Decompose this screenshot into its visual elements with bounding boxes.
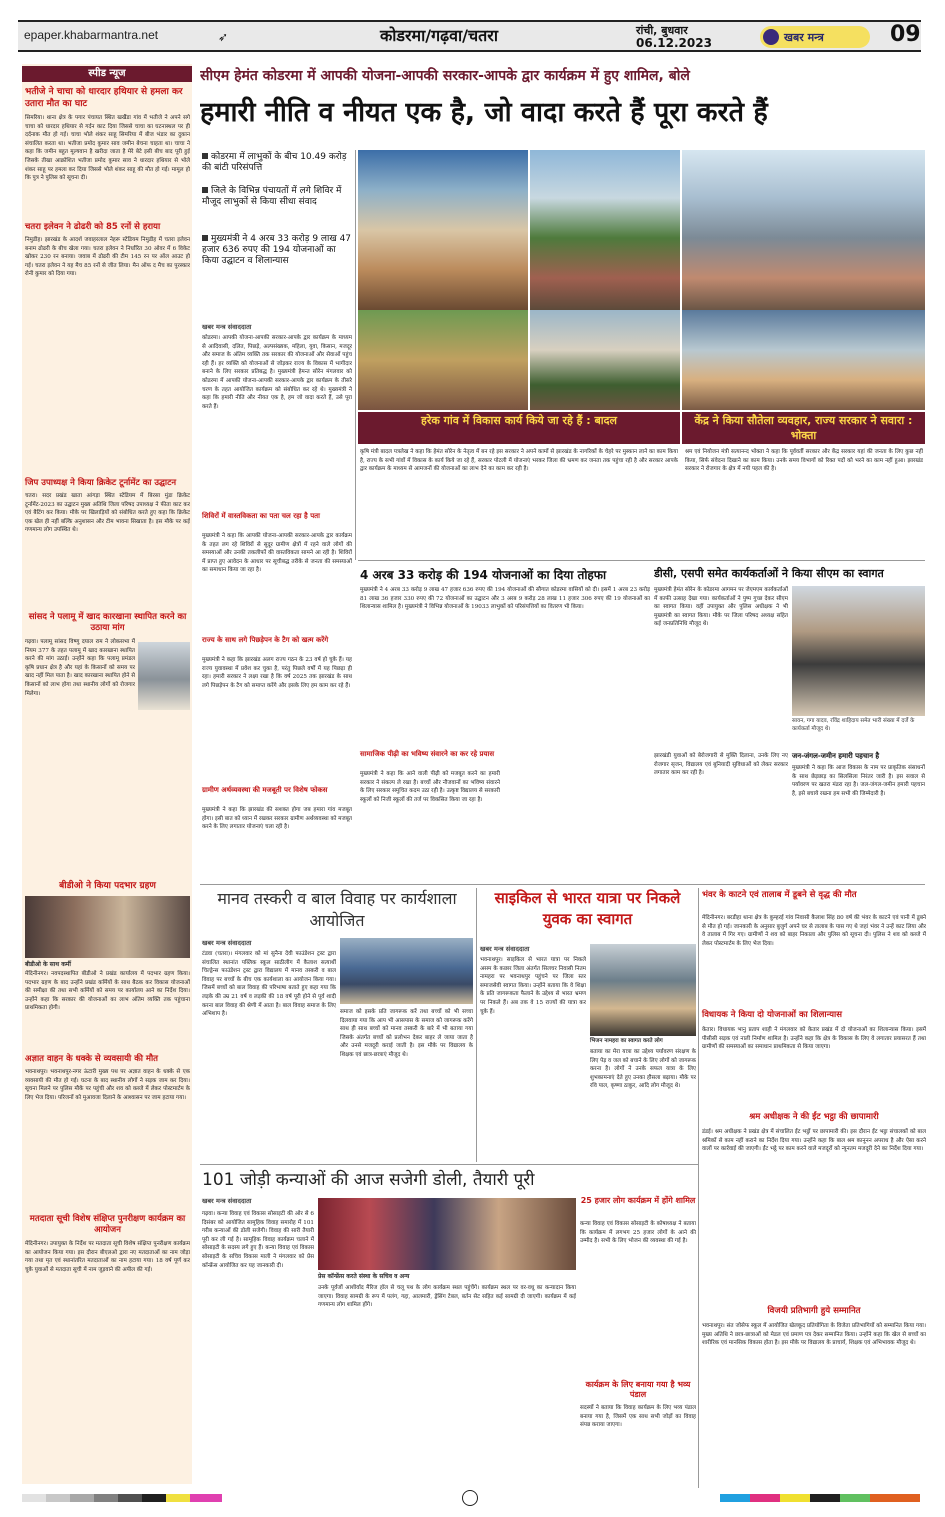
wedding-side-headline: 25 हजार लोग कार्यक्रम में होंगे शामिल	[580, 1196, 696, 1205]
sec4arab-subhead: सामाजिक पीढ़ी का भविष्य संवारने का कर रहे प्रयास	[360, 750, 495, 758]
speed-news-body: गढ़वा। पलामू सांसद विष्णु दयाल राम ने लोकसभा में नियम 377 के तहत पलामू में खाद कारखाना स्थापित करने की मांग उठाई। उन्होंने कहा कि पलामू प्रमंडल कृषि प्रधान क्षेत्र है और यहां के किसानों को समय पर खाद नहीं मिल पाता है। खाद कारखाना स्थापित होने से किसानों को लाभ होगा तथा स्थानीय लोगों को रोजगार मिलेगा।	[25, 639, 135, 697]
wedding-side-body: सदस्यों ने बताया कि विवाह कार्यक्रम के लिए भव्य पंडाल बनाया गया है, जिसमें एक साथ सभी जोड़ों का विवाह संपन्न कराया जाएगा।	[580, 1405, 696, 1429]
wedding-article-body: गढ़वा। कन्या विवाह एवं विकास सोसाइटी की ओर से 6 दिसंबर को आयोजित सामूहिक विवाह समारोह में 101 गरीब कन्याओं की डोली सजेगी। विवाह की सारी तैयारी पूरी कर ली गई है। सामूहिक विवाह कार्यक्रम चलाने में सोसाइटी के सदस्य लगे हुए हैं। कन्या विवाह एवं विकास सोसाइटी के सचिव विकास माली ने मंगलवार को प्रेस कॉन्फ्रेंस आयोजित कर यह जानकारी दी।	[202, 1211, 314, 1269]
cycle-article-body: भवनाथपुर। साइकिल से भारत यात्रा पर निकले असम के कछार जिला अंतर्गत सिलचर निवासी नितम नामहरा पर भवनाथपुर पहुंचने पर जिला स्तर समाजसेवी स्वागत किया। उन्होंने बताया कि वे शिक्षा के प्रति जागरूकता फैलाने के उद्देश्य से भारत भ्रमण पर निकले हैं। अब तक वे 15 राज्यों की यात्रा कर चुके हैं।	[480, 957, 586, 1015]
speed-news-headline: चतरा इलेवन ने ढोढरी को 85 रनों से हराया	[25, 222, 161, 232]
section-rule	[200, 1164, 698, 1165]
dc-body: मुख्यमंत्री हेमंत सोरेन के कोडरमा आगमन पर जेएमएम कार्यकर्ताओं में काफी उत्साह देखा गया। कार्यकर्ताओं ने पुष्प गुच्छ देकर सीएम का स्वागत किया। वहीं उपायुक्त और पुलिस अधीक्षक ने भी मुख्यमंत्री का स्वागत किया। मौके पर जिला परिषद अध्यक्ष सहित कई जनप्रतिनिधि मौजूद थे।	[654, 587, 788, 628]
crowd-photo	[530, 150, 680, 310]
child-dateline: खबर मन्त्र संवाददाता	[202, 939, 252, 947]
bdo-photo	[25, 896, 190, 958]
dc-body: झारखंडी युवाओं को बेरोजगारी से मुक्ति दिलाना, उनके लिए नए रोजगार सृजन, विद्यालय एवं बुनियादी सुविधाओं को लेकर सरकार लगातार काम कर रही है।	[654, 753, 788, 777]
school-assembly-photo	[340, 938, 473, 1004]
bullet-point	[202, 234, 352, 267]
bullet-text: जिले के विभिन्न पंचायतों में लगे शिविर में मौजूद लाभुकों से किया सीधा संवाद	[202, 186, 342, 207]
section-rule	[200, 884, 925, 885]
mp-portrait	[138, 642, 190, 710]
child-article-headline: मानव तस्करी व बाल विवाह पर कार्यशाला आयोजित	[217, 889, 457, 930]
column-divider	[476, 888, 477, 1162]
speed-news-headline: भतीजे ने चाचा को धारदार हथियार से हमला कर उतारा मौत का घाट	[25, 87, 183, 109]
brand-logo	[760, 26, 870, 48]
speed-news-body: भवनाथपुर। भवनाथपुर-नगर ऊंटारी मुख्य पथ पर अज्ञात वाहन के धक्के से एक व्यवसायी की मौत हो गई। घटना के बाद स्थानीय लोगों ने सड़क जाम कर दिया। सूचना मिलने पर पुलिस मौके पर पहुंची और शव को कब्जे में लेकर पोस्टमार्टम के लिए भेज दिया। परिजनों को मुआवजा दिलाने के आश्वासन पर जाम हटाया गया।	[25, 1069, 190, 1101]
main-article-body: मुख्यमंत्री ने कहा कि झारखंड अलग राज्य गठन के 23 वर्ष हो चुके हैं। यह राज्य युवावस्था में प्रवेश कर चुका है, परंतु पिछले वर्षों में यह पिछड़ा ही रहा। हमारी सरकार ने लक्ष्य रखा है कि वर्ष 2025 तक झारखंड के साथ लगे पिछड़ेपन के टैग को समाप्त करेंगे और इसके लिए हम काम कर रहे हैं।	[202, 657, 352, 689]
cursor-icon: ➶	[218, 30, 229, 44]
section-headline-4arab: 4 अरब 33 करोड़ की 194 योजनाओं का दिया तोहफा	[360, 568, 607, 582]
section-headline-dc: डीसी, एसपी समेत कार्यकर्ताओं ने किया सीएम का स्वागत	[654, 567, 884, 580]
wedding-dateline: खबर मन्त्र संवाददाता	[202, 1197, 252, 1205]
press-conference-photo	[318, 1198, 576, 1270]
column-divider	[698, 888, 699, 1488]
dc-side-body: मुख्यमंत्री ने कहा कि आज विकास के नाम पर प्राकृतिक संसाधनों के साथ छेड़छाड़ का सिलसिला निरंतर जारी है। इस सवाल से पर्यावरण पर खतरा मंडरा रहा है। जल-जंगल-जमीन हमारी पहचान है, इसे बचाये रखना हम सभी की जिम्मेदारी है।	[792, 765, 925, 797]
page-number: 09	[890, 22, 921, 47]
main-article-body: मुख्यमंत्री ने कहा कि झारखंड की सशक्त होगा जब हमारा गांव मजबूत होगा। इसी बात को ध्यान में रखकर सरकार ग्रामीण अर्थव्यवस्था को मजबूत करने के लिए लगातार योजनाएं चला रही है।	[202, 807, 352, 831]
cycle-article-headline: साइकिल से भारत यात्रा पर निकले युवक का स्वागत	[494, 889, 681, 928]
main-headline: हमारी नीति व नीयत एक है, जो वादा करते हैं पूरा करते हैं	[200, 97, 768, 128]
main-subhead: शिविरों में वास्तविकता का पता चल रहा है पता	[202, 512, 320, 520]
speed-news-body: मेदिनीनगर। उपायुक्त के निर्देश पर मतदाता सूची विशेष संक्षिप्त पुनरीक्षण कार्यक्रम का आयोजन किया गया। इस दौरान बीएलओ द्वारा नए मतदाताओं का नाम जोड़ा गया तथा मृत एवं स्थानांतरित मतदाताओं का नाम हटाया गया। 18 वर्ष पूर्ण कर चुके युवाओं से मतदाता सूची में नाम जुड़वाने की अपील की गई।	[25, 1241, 190, 1273]
minister-photo	[682, 310, 925, 410]
speed-news-body: निमुडीह। झारखंड के आदर्श जवाहरलाल नेहरू स्टेडियम निमुडीह में चतरा इलेवन बनाम ढोढरी के बीच खेला गया। चतरा इलेवन ने निर्धारित 30 ओवर में 6 विकेट खोकर 230 रन बनाया। जवाब में ढोढरी की टीम 145 रन पर ऑल आउट हो गई। चतरा इलेवन ने यह मैच 85 रनों से जीत लिया। मैन ऑफ द मैच का पुरस्कार रोनी कुमार को दिया गया।	[25, 237, 190, 278]
speed-news-body: चतरा। सदर प्रखंड खाता आंगड़ा स्थित स्टेडियम में बिरसा मुंडा क्रिकेट टूर्नामेंट-2023 का उद्घाटन मुख्य अतिथि जिला परिषद उपाध्यक्ष ने फीता काट कर एवं बैटिंग कर किया। मौके पर खिलाड़ियों को संबोधित करते हुए कहा कि क्रिकेट एक खेल ही नहीं बल्कि अनुशासन और टीम भावना सिखाता है। इस मौके पर कई गणमान्य लोग उपस्थित थे।	[25, 493, 190, 534]
main-article-body: मुख्यमंत्री ने कहा कि आपकी योजना-आपकी सरकार-आपके द्वार कार्यक्रम के तहत लग रहे शिविरों से सुदूर ग्रामीण क्षेत्रों में रहने वाले लोगों की समस्याओं और उनकी तकलीफों की वास्तविकता सामने आ रही है। शिविरों में प्राप्त हुए आवेदन के आधार पर सूचीबद्ध तरीके से जनता की समस्याओं का समाधान किया जा रहा है।	[202, 533, 352, 574]
speed-news-headline: सांसद ने पलामू में खाद कारखाना स्थापित करने का उठाया मांग	[28, 612, 187, 633]
main-subhead: ग्रामीण अर्थव्यवस्था की मजबूती पर विशेष फोकस	[202, 786, 328, 794]
sec4arab-body: मुख्यमंत्री ने 4 अरब 33 करोड़ 9 लाख 47 हजार 636 रुपए की 194 योजनाओं की सौगात कोडरमा वासियों को दी। इसमें 1 अरब 23 करोड़ 81 लाख 36 हजार 330 रुपए की 72 योजनाओं का उद्घाटन और 3 अरब 9 करोड़ 28 लाख 11 हजार 306 रुपए की 19 योजनाओं का शिलान्यास शामिल है। मुख्यमंत्री ने विभिन्न योजनाओं के 19033 लाभुकों को परिसंपत्तियों का वितरण भी किया।	[360, 587, 650, 611]
wedding-article-headline: 101 जोड़ी कन्याओं की आज सजेगी डोली, तैयारी पूरी	[202, 1170, 535, 1190]
cycle-dateline: खबर मन्त्र संवाददाता	[480, 945, 530, 953]
dc-side-head: जन-जंगल-जमीन हमारी पहचान है	[792, 752, 880, 760]
speed-news-headline: मतदाता सूची विशेष संक्षिप्त पुनरीक्षण कार्यक्रम का आयोजन	[29, 1214, 186, 1235]
right-body: डंडई। श्रम अधीक्षक ने प्रखंड क्षेत्र में संचालित ईंट भट्ठों पर छापामारी की। इस दौरान ईंट भट्ठा संचालकों को बाल श्रमिकों से काम नहीं कराने का निर्देश दिया गया। उन्होंने कहा कि बाल श्रम कानूनन अपराध है और ऐसा करने वालों पर कार्रवाई की जाएगी। ईंट भट्ठे पर काम करने वाले मजदूरों को न्यूनतम मजदूरी देने का निर्देश दिया गया।	[702, 1129, 926, 1153]
bullet-square-icon	[202, 153, 208, 159]
bullet-text: मुख्यमंत्री ने 4 अरब 33 करोड़ 9 लाख 47 हजार 636 रुपए की 194 योजनाओं का किया उद्घाटन व शिलान्यास	[202, 234, 352, 266]
right-body: केतार। विधायक भानु प्रताप शाही ने मंगलवार को केतार प्रखंड में दो योजनाओं का शिलान्यास किया। इसमें पीसीसी सड़क एवं नाली निर्माण शामिल है। उन्होंने कहा कि क्षेत्र के विकास के लिए वे लगातार प्रयासरत हैं तथा ग्रामीणों की समस्याओं का समाधान प्राथमिकता से किया जाएगा।	[702, 1027, 926, 1051]
cm-welcome-caption: सावन, गगा यादव, रविंद्र शाहिदाय समेत भारी संख्या में दर्जे के कार्यकर्ता मौजूद थे।	[792, 718, 915, 732]
right-body: भवनाथपुर। संत जोसेफ स्कूल में आयोजित खेलकूद प्रतियोगिता के विजेता प्रतिभागियों को सम्मानित किया गया। मुख्य अतिथि ने छात्र-छात्राओं को मेडल एवं प्रमाण पत्र देकर सम्मानित किया। उन्होंने कहा कि खेल से बच्चों का शारीरिक एवं मानसिक विकास होता है। इस मौके पर विद्यालय के प्राचार्य, शिक्षक एवं अभिभावक मौजूद थे।	[702, 1323, 926, 1347]
print-color-strip-left	[22, 1494, 222, 1502]
right-headline: विधायक ने किया दो योजनाओं का शिलान्यास	[702, 1010, 842, 1020]
speed-news-headline: बीडीओ ने किया पदभार ग्रहण	[59, 881, 156, 891]
section-rule	[358, 560, 925, 561]
brand-name: खबर मन्त्र	[784, 31, 824, 44]
cm-welcome-photo	[792, 586, 925, 716]
speed-news-headline: अज्ञात वाहन के धक्के से व्यवसायी की मौत	[25, 1054, 159, 1064]
top-bar	[0, 0, 945, 58]
print-registration-mark-icon	[462, 1490, 478, 1506]
cycle-article-body: बताया का मेरा यात्रा का उद्देश्य पर्यावरण संरक्षण के लिए पेड़ व जल को बचाने के लिए लोगों को जागरूक करना है। लोगों ने उनके सफल यात्रा के लिए शुभकामनाएं देते हुए उनका हौसला बढ़ाया। मौके पर रवि पाल, कृष्णा ठाकुर, आदि लोग मौजूद थे।	[590, 1049, 696, 1090]
print-color-strip-right	[720, 1494, 920, 1502]
child-article-body: टंडवा (चतरा)। मंगलवार को मां सुनैना देवी फाउंडेशन ट्रस्ट द्वारा संचालित स्थानांत पब्लिक स्कूल साठीलीग में कैलाश सत्यार्थी चिल्ड्रेन्स फाउंडेशन ट्रस्ट द्वारा विद्यालय में मानव तस्करी व बाल विवाह पर बच्चों के बीच एक कार्यशाला का आयोजन किया गया। जिसमें बच्चों को बाल विवाह की परिभाषा बताते हुए कहा गया कि लड़के की उम्र 21 वर्ष व लड़की की 18 वर्ष पूरी होने से पूर्व शादी करना बाल विवाह की श्रेणी में आता है। बाल विवाह समाज के लिए अभिशाप है।	[202, 951, 336, 1018]
main-dateline: खबर मन्त्र संवाददाता	[202, 323, 252, 331]
wedding-side-headline: कार्यक्रम के लिए बनाया गया है भव्य पंडाल	[585, 1380, 691, 1399]
bullet-text: कोडरमा में लाभुकों के बीच 10.49 करोड़ की बांटी परिसंपत्ति	[202, 152, 347, 173]
speed-news-label: स्पीड न्यूज	[22, 66, 192, 82]
right-headline: श्रम अधीक्षक ने की ईंट भट्ठा की छापामारी	[749, 1112, 879, 1122]
cm-portrait-photo	[530, 310, 680, 410]
right-headline: विजयी प्रतिभागी हुये सम्मानित	[767, 1306, 861, 1316]
main-subhead: राज्य के साथ लगे पिछड़ेपन के टैग को खत्म करेंगे	[202, 636, 329, 644]
bhokta-article-body: श्रम एवं नियोजन मंत्री सत्यानन्द भोक्ता ने कहा कि पूर्ववर्ती सरकार और केंद्र सरकार यहां की जनता के लिए कुछ नहीं किया, सिर्फ संवेदना दिखाने का काम किया। उनके समय विभागों को रिक्त पदों को भरने का काम नहीं हुआ। झारखंड सरकार ने रोजगार के क्षेत्र में नयी पहल की है।	[685, 449, 923, 473]
cm-stage-photo	[358, 150, 528, 310]
press-photo-caption: प्रेस कॉन्फ्रेंस करते संस्था के सचिव व अन्य	[318, 1273, 410, 1280]
badal-article-body: कृषि मंत्री बादल पत्रलेख ने कहा कि हेमंत सोरेन के नेतृत्व में बन रहे इस सरकार ने अपने कामों से झारखंड के नागरिकों के चेहरे पर मुस्कान लाने का काम किया है, राज्य के सभी गांवों में विकास के कार्य किये जा रहे हैं, सरकार पोटली में योजनाएं भरकर जिला की भ्रमण कर जनता तक पहुंचा रही है और सरकार आपके द्वार कार्यक्रम के माध्यम से आमजनों की योजनाओं का लाभ देने का काम कर रही है।	[360, 449, 678, 473]
right-body: मेदिनीनगर। बरडीहा थाना क्षेत्र के कुम्हरई गांव निवासी कैलाश सिंह 80 वर्ष की भंवर के काटने एवं पानी में डूबने से मौत हो गई। जानकारी के अनुसार बुजुर्ग अपने घर से तालाब के पास गए थे जहां भंवर ने उन्हें काट लिया और वे तालाब में गिर गए। ग्रामीणों ने शव को बाहर निकाला और पुलिस को सूचना दी। पुलिस ने शव को कब्जे में लेकर पोस्टमार्टम के लिए भेज दिया।	[702, 915, 926, 947]
child-article-body: समाज को इसके प्रति जागरूक करें तथा बच्चों को भी सच्चा दिलवाया गया कि आप भी आसपास के समाज को जागरूक करेंगे साथ ही साथ बच्चों को मानव तस्करी के बारे में भी बताया गया जिसके अंतर्गत बच्चों को प्रलोभन देकर बाहर ले जाया जाता है और उनसे मजदूरी कराई जाती है। इस मौके पर विद्यालय के शिक्षक एवं छात्र-छात्राएं मौजूद थे।	[340, 1009, 473, 1058]
bdo-photo-caption: बीडीओ के साथ कर्मी	[25, 961, 71, 968]
sec4arab-body: मुख्यमंत्री ने कहा कि आने वाली पीढ़ी को मजबूत करने का हमारी सरकार ने संकल्प ले रखा है। बच्चों और नौजवानों का भविष्य संवारने के लिए सरकार समुचित कदम उठा रही है। उत्कृष्ट विद्यालय से सरकारी स्कूलों को निजी स्कूलों की तर्ज पर विकसित किया जा रहा है।	[360, 771, 500, 803]
speed-news-headline: जिप उपाध्यक्ष ने किया क्रिकेट टूर्नामेंट का उद्घाटन	[25, 478, 177, 488]
site-url[interactable]: epaper.khabarmantra.net	[24, 28, 159, 42]
section-title: कोडरमा/गढ़वा/चतरा	[380, 26, 498, 45]
city-day: रांची, बुधवार	[636, 24, 688, 37]
right-headline: भंवर के काटने एवं तालाब में डूबने से वृद्ध की मौत	[702, 890, 857, 900]
date: 06.12.2023	[636, 36, 712, 50]
main-kicker: सीएम हेमंत कोडरमा में आपकी योजना-आपकी सरकार-आपके द्वार कार्यक्रम में हुए शामिल, बोले	[200, 68, 690, 84]
column-divider	[355, 150, 356, 560]
bullet-square-icon	[202, 187, 208, 193]
cycle-photo-caption: भिजन नामहरा का स्वागत करते लोग	[590, 1038, 663, 1044]
brand-mark-icon	[763, 29, 779, 45]
speed-news-body: सिमरिया। थाना क्षेत्र के पगार पंचायत स्थित खखैंडा गांव में भतीजे ने अपने सगे चाचा को धारदार हथियार से गर्दन काट दिया जिससे चाचा का घटनास्थल पर ही दर्दनाक मौत हो गई। चाचा भोले शंकर साहू सिमरिया में बीज भंडार का दुकान संचालित करता था। भतीजा प्रमोद कुमार साव जमीन बेचना चाहता था। चाचा ने कहा कि जमीन बहुत मूल्यवान है खरीदा जाता है मेरे बेटे इसी बीच बाद पूरी हुई जिसके तीखा आक्रोशित भतीजा प्रमोद कुमार साव ने धारदार हथियार से भोले शंकर साहू पर हमला कर दिया जिससे भोले शंकर साहू की मौत हो गई। मामूल हो कि पुत्र ने पुलिस को सूचना दी।	[25, 115, 190, 182]
photo-caption-badal: हरेक गांव में विकास कार्य किये जा रहे हैं : बादल	[358, 412, 680, 444]
photo-caption-bhokta: केंद्र ने किया सौतेला व्यवहार, राज्य सरकार ने सवारा : भोक्ता	[682, 412, 925, 444]
bullet-square-icon	[202, 235, 208, 241]
main-article-body: कोडरमा। आपकी योजना-आपकी सरकार-आपके द्वार कार्यक्रम के माध्यम से आदिवासी, दलित, पिछड़े, अल्पसंख्यक, महिला, युवा, किसान, मजदूर और समाज के अंतिम व्यक्ति तक सरकार की योजनाओं और सेवाओं पहुंच रही हैं। हर व्यक्ति को योजनाओं से जोड़कर राज्य के विकास में भागीदार बनाने के लिए सरकार प्रतिबद्ध है। मुख्यमंत्री हेमन्त सोरेन मंगलवार को कोडरमा में आपकी योजना-आपकी सरकार-आपके द्वार कार्यक्रम के तीसरे चरण के तहत आयोजित कार्यक्रम को संबोधित कर रहे थे। मुख्यमंत्री ने कहा कि हमारी नीति और नीयत एक है, हम जो वादा करते हैं, उसे पूरा करते हैं।	[202, 335, 352, 410]
speed-news-body: मेदिनीनगर। नवपदस्थापित बीडीओ ने प्रखंड कार्यालय में पदभार ग्रहण किया। पदभार ग्रहण के बाद उन्होंने प्रखंड कर्मियों के साथ बैठक कर विकास योजनाओं की समीक्षा की तथा सभी कर्मियों को समय पर कार्यालय आने का निर्देश दिया। उन्होंने कहा कि सरकार की योजनाओं का लाभ अंतिम व्यक्ति तक पहुंचाना प्राथमिकता होगी।	[25, 971, 190, 1012]
wedding-article-body: उनके पूर्वजों आशीर्वाद मैरिज हॉल से चलू पथ के लोग कार्यक्रम स्थल पहुंचेंगे। कार्यक्रम स्थल पर वर-वधू का कन्यादान किया जाएगा। विवाह सामग्री के रूप में पलंग, गद्दा, आलमारी, ड्रेसिंग टेबल, बर्तन सेट सहित कई सामग्री दी जाएगी। कार्यक्रम में कई गणमान्य लोग शामिल होंगे।	[318, 1285, 576, 1309]
cycle-traveller-photo	[590, 944, 696, 1036]
bullet-point	[202, 152, 352, 174]
wedding-side-body: कन्या विवाह एवं विकास सोसाइटी के कोषाध्यक्ष ने बताया कि कार्यक्रम में लगभग 25 हजार लोगों के आने की उम्मीद है। सभी के लिए भोजन की व्यवस्था की गई है।	[580, 1221, 696, 1245]
bullet-point	[202, 186, 352, 208]
cm-speech-photo	[682, 150, 925, 310]
women-crowd-photo	[358, 310, 528, 410]
